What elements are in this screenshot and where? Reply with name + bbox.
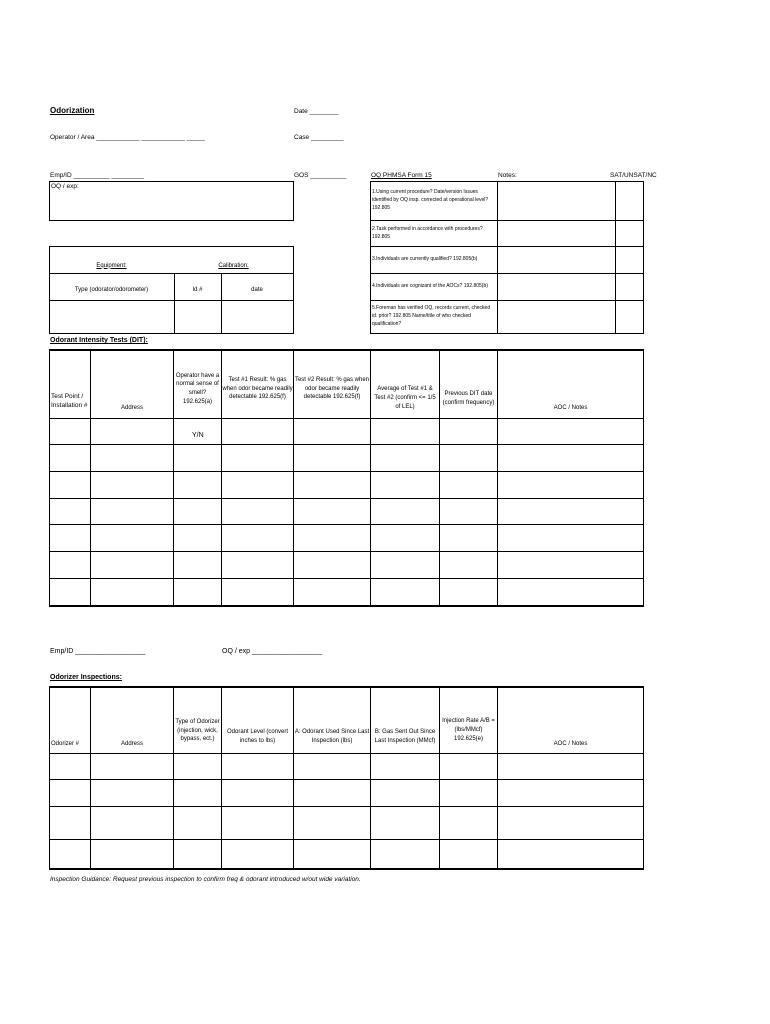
oq-box-right-border: [293, 181, 294, 221]
odorizer-header-gas-sent: B: Gas Sent Out Since Last Inspection (MMcf): [374, 729, 436, 744]
equip-top: [49, 246, 294, 247]
oq-box-bottom-border: [49, 220, 294, 221]
table-cell[interactable]: [498, 445, 643, 471]
grid-row-line: [49, 686, 644, 688]
table-cell[interactable]: [174, 754, 221, 779]
table-cell[interactable]: [222, 525, 293, 551]
table-cell[interactable]: [91, 525, 173, 551]
grid-col-line: [643, 686, 644, 869]
table-cell[interactable]: [50, 499, 90, 524]
table-cell[interactable]: [174, 499, 221, 524]
oq-question-2: 2.Task performed in accordance with procedures? 192.805: [372, 226, 483, 240]
table-cell[interactable]: [50, 754, 90, 779]
operator-area-field[interactable]: Operator / Area ____________ ____________ _____: [50, 134, 205, 141]
table-cell[interactable]: [91, 419, 173, 444]
table-cell[interactable]: [50, 780, 90, 806]
table-cell[interactable]: [498, 579, 643, 605]
odorizer-header-type: Type of Odorizer (injection, wick, bypass, ect.): [175, 718, 220, 743]
table-cell[interactable]: [371, 419, 439, 444]
table-cell[interactable]: [91, 840, 173, 868]
oq-table-col3: [643, 181, 644, 334]
table-cell[interactable]: [294, 579, 370, 605]
dit-title: Odorant Intensity Tests (DIT):: [50, 337, 148, 344]
dit-header-address: Address: [120, 404, 143, 411]
dit-yn-label: Y/N: [192, 432, 204, 439]
inspection-guidance: Inspection Guidance: Request previous inspection to confirm freq & odorant introduced w/out wide variation.: [50, 876, 361, 883]
grid-col-line: [643, 349, 644, 606]
emp-id-field[interactable]: Emp/ID __________ _________: [50, 172, 144, 179]
table-cell[interactable]: [498, 807, 643, 839]
table-cell[interactable]: [498, 525, 643, 551]
table-cell[interactable]: [498, 472, 643, 498]
table-cell[interactable]: [498, 552, 643, 578]
oq-exp-label: OQ / exp:: [51, 183, 79, 190]
table-cell[interactable]: [222, 419, 293, 444]
table-cell[interactable]: [174, 525, 221, 551]
table-cell[interactable]: [371, 525, 439, 551]
odorizer-header-used: A: Odorant Used Since Last Inspection (lbs): [294, 729, 370, 744]
table-cell[interactable]: [294, 780, 370, 806]
table-cell[interactable]: [50, 525, 90, 551]
oq-table-bottom: [370, 333, 644, 334]
table-cell[interactable]: [174, 552, 221, 578]
case-field[interactable]: Case _________: [294, 134, 344, 141]
table-cell[interactable]: [294, 552, 370, 578]
oq-box-top-border: [49, 181, 294, 182]
oq-form-label: OQ PHMSA Form 15: [371, 172, 432, 179]
equip-date-header: date: [251, 287, 263, 294]
table-cell[interactable]: [222, 552, 293, 578]
odorizer-header-aoc: AOC / Notes: [553, 740, 588, 747]
equipment-label: Equipment:: [96, 262, 127, 269]
table-cell[interactable]: [174, 780, 221, 806]
table-cell[interactable]: [91, 552, 173, 578]
table-cell[interactable]: [371, 552, 439, 578]
table-cell[interactable]: [222, 579, 293, 605]
table-cell[interactable]: [294, 807, 370, 839]
grid-row-line: [49, 605, 644, 607]
table-cell[interactable]: [222, 807, 293, 839]
dit-header-previous: Previous DIT date (confirm frequency): [442, 390, 495, 406]
table-cell[interactable]: [50, 419, 90, 444]
table-cell[interactable]: [50, 552, 90, 578]
equip-type-header: Type (odorator/odorometer): [74, 287, 149, 294]
odorizer-header-address: Address: [120, 740, 143, 747]
table-cell[interactable]: [50, 445, 90, 471]
table-cell[interactable]: [174, 579, 221, 605]
oq-question-3: 3.Individuals are currently qualified? 192.805(b): [372, 256, 478, 263]
table-cell[interactable]: [222, 445, 293, 471]
table-cell[interactable]: [91, 754, 173, 779]
table-cell[interactable]: [50, 579, 90, 605]
table-cell[interactable]: [91, 780, 173, 806]
table-cell[interactable]: [440, 552, 497, 578]
table-cell[interactable]: [91, 499, 173, 524]
oq-box-left-border: [49, 181, 50, 221]
table-cell[interactable]: [498, 840, 643, 868]
dit-header-test2: Test #2 Result: % gas when odor became readily detectable 192.625(f): [294, 376, 370, 401]
odorizer-header-level: Odorant Level (convert inches to lbs): [226, 729, 289, 744]
table-cell[interactable]: [294, 840, 370, 868]
table-cell[interactable]: [50, 472, 90, 498]
table-cell[interactable]: [294, 525, 370, 551]
odorizer-header-number: Odorizer #: [51, 740, 80, 747]
table-cell[interactable]: [498, 780, 643, 806]
table-cell[interactable]: [91, 807, 173, 839]
table-cell[interactable]: [174, 445, 221, 471]
table-cell[interactable]: [440, 807, 497, 839]
table-cell[interactable]: [371, 754, 439, 779]
table-cell[interactable]: [222, 472, 293, 498]
oq-question-5: 5.Foreman has verified OQ, records current, checked id. prior? 192.805 Name/title of who checked qualification?: [372, 305, 491, 327]
oq-question-1: 1.Using current procedure? Date/version Issues identified by OQ insp. corrected at operational level? 192.805: [372, 189, 489, 211]
table-cell[interactable]: [440, 579, 497, 605]
table-cell[interactable]: [440, 445, 497, 471]
page-title: Odorization: [50, 106, 95, 115]
odorizer-oq-exp-field[interactable]: OQ / exp __________________: [222, 648, 323, 655]
table-cell[interactable]: [294, 499, 370, 524]
table-cell[interactable]: [371, 579, 439, 605]
oq-table-col2: [615, 181, 616, 334]
equip-bottom: [49, 333, 294, 334]
table-cell[interactable]: [498, 419, 643, 444]
table-cell[interactable]: [371, 780, 439, 806]
table-cell[interactable]: [174, 472, 221, 498]
table-cell[interactable]: [440, 419, 497, 444]
sat-unsat-label: SAT/UNSAT/NC: [610, 172, 657, 179]
table-cell[interactable]: [50, 840, 90, 868]
grid-row-line: [49, 349, 644, 351]
equip-col3: [293, 246, 294, 334]
equip-id-header: Id #: [192, 287, 203, 294]
table-cell[interactable]: [50, 807, 90, 839]
table-cell[interactable]: [294, 472, 370, 498]
equip-row2: [49, 300, 294, 301]
dit-header-smell: Operator have a normal sense of smell? 192.625(a): [175, 372, 220, 405]
table-cell[interactable]: [440, 754, 497, 779]
table-cell[interactable]: [91, 445, 173, 471]
equip-row1: [49, 273, 294, 274]
table-cell[interactable]: [294, 445, 370, 471]
table-cell[interactable]: [440, 472, 497, 498]
table-cell[interactable]: [222, 754, 293, 779]
table-cell[interactable]: [174, 840, 221, 868]
table-cell[interactable]: [371, 472, 439, 498]
table-cell[interactable]: [294, 419, 370, 444]
table-cell[interactable]: [294, 754, 370, 779]
dit-header-aoc: AOC / Notes: [553, 404, 588, 411]
table-cell[interactable]: [371, 807, 439, 839]
table-cell[interactable]: [498, 754, 643, 779]
gos-field[interactable]: GOS __________: [294, 172, 347, 179]
oq-question-4: 4.Individuals are cognizant of the AOCs? 192.805(b): [372, 283, 488, 290]
table-cell[interactable]: [371, 840, 439, 868]
table-cell[interactable]: [440, 780, 497, 806]
oq-table-col1: [497, 181, 498, 334]
table-cell[interactable]: [222, 499, 293, 524]
table-cell[interactable]: [440, 499, 497, 524]
table-cell[interactable]: [498, 499, 643, 524]
table-cell[interactable]: [91, 472, 173, 498]
odorizer-title: Odorizer Inspections:: [50, 674, 122, 681]
table-cell[interactable]: [440, 840, 497, 868]
table-cell[interactable]: [440, 525, 497, 551]
table-cell[interactable]: [222, 840, 293, 868]
table-cell[interactable]: [222, 780, 293, 806]
odorizer-emp-id-field[interactable]: Emp/ID __________________: [50, 648, 146, 655]
table-cell[interactable]: [91, 579, 173, 605]
calibration-label: Calibration:: [218, 262, 249, 269]
dit-header-test1: Test #1 Result: % gas when odor became readily detectable 192.625(f): [222, 376, 293, 401]
notes-label: Notes:: [498, 172, 517, 179]
table-cell[interactable]: [371, 445, 439, 471]
table-cell[interactable]: [371, 499, 439, 524]
date-field[interactable]: Date ________: [294, 108, 339, 115]
dit-header-average: Average of Test #1 & Test #2 (confirm <= 1/5 of LEL): [374, 386, 436, 410]
odorizer-header-injection: Injection Rate A/B = (lbs/MMcf) 192.625(e): [442, 718, 495, 742]
table-cell[interactable]: [174, 807, 221, 839]
dit-header-test-point: Test Point / Installation #: [51, 392, 88, 409]
grid-row-line: [49, 868, 644, 870]
